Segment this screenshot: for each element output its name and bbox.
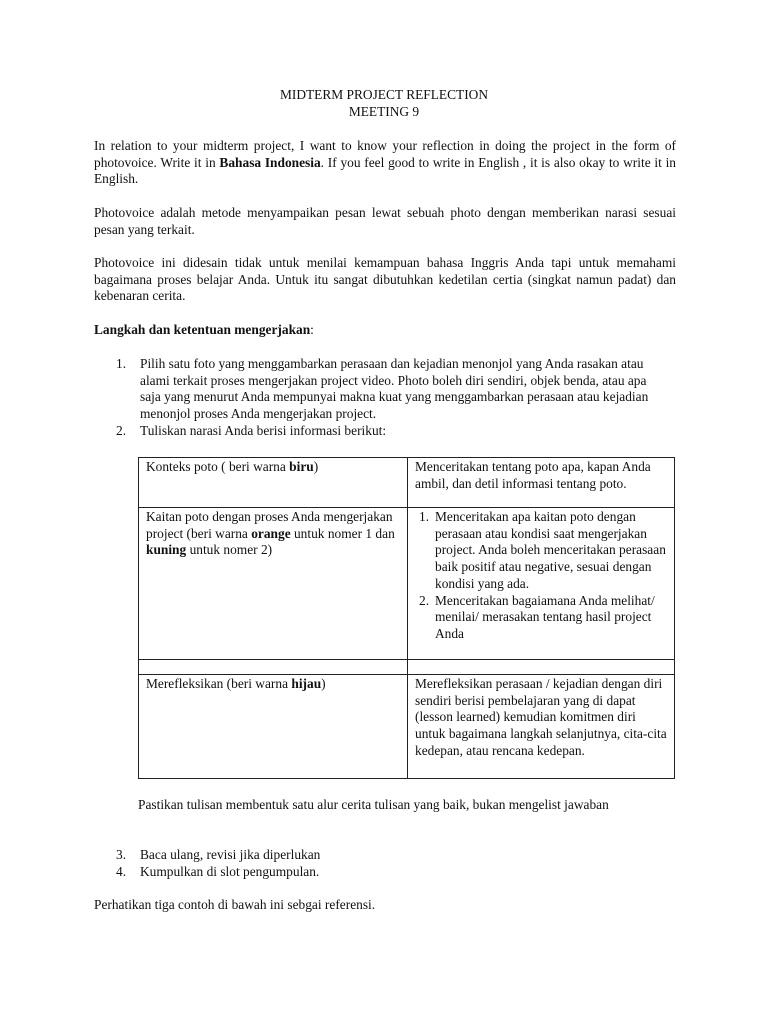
step-text: Tuliskan narasi Anda berisi informasi berikut: xyxy=(140,423,387,438)
table-row-empty xyxy=(139,660,675,675)
table-cell xyxy=(139,675,408,779)
list-number: 2. xyxy=(419,592,430,608)
table-cell: Menceritakan tentang poto apa, kapan Anda ambil, dan detil informasi tentang poto. xyxy=(408,458,675,508)
step-number: 2. xyxy=(116,423,127,438)
list-text: Menceritakan apa kaitan poto dengan perasaan atau kondisi saat mengerjakan project. Anda boleh menceritakan perasaan baik positif atau negative, sesuai dengan kondisi yang ada. xyxy=(435,509,666,591)
step-number: 3. xyxy=(116,847,127,862)
title-line-1: MIDTERM PROJECT REFLECTION xyxy=(279,87,489,102)
list-item xyxy=(415,509,668,593)
inner-list xyxy=(415,509,668,643)
table-cell xyxy=(408,660,675,675)
list-text: Menceritakan bagaiamana Anda melihat/ menilai/ merasakan tentang hasil project Anda xyxy=(435,592,655,641)
info-table xyxy=(138,457,675,779)
step-text: Baca ulang, revisi jika diperlukan xyxy=(140,847,321,862)
cell-bold-color: kuning xyxy=(146,542,187,558)
design-paragraph: Photovoice ini didesain tidak untuk menilai kemampuan bahasa Inggris Anda tapi untuk memahami bagaimana proses belajar Anda. Untuk itu sangat dibutuhkan kedetilan certia (singkat namun padat) dan kebenaran cerita. xyxy=(94,255,676,304)
intro-text-2: . If you feel good to write in English , it is also okay to write it in English. xyxy=(94,154,676,187)
cell-text: Konteks poto ( beri warna xyxy=(146,459,290,474)
title-line-2: MEETING 9 xyxy=(348,104,420,119)
cell-text: Kaitan poto dengan proses Anda mengerjakan project (beri warna xyxy=(146,509,393,541)
step-text: Kumpulkan di slot pengumpulan. xyxy=(140,864,320,879)
note-paragraph: Pastikan tulisan membentuk satu alur cerita tulisan yang baik, bukan mengelist jawaban xyxy=(138,797,609,812)
cell-bold-color: orange xyxy=(251,525,291,541)
intro-text-1: In relation to your midterm project, I want to know your reflection in doing the project in the form of photovoice. Write it in xyxy=(94,138,676,170)
cell-bold-color: biru xyxy=(289,459,314,474)
step-text: Pilih satu foto yang menggambarkan perasaan dan kejadian menonjol yang Anda rasakan atau alami terkait proses mengerjakan project video. Photo boleh diri sendiri, objek benda, atau apa saja yang menurut Anda mempunyai makna kuat yang menggambarkan perasaan atau kejadian menonjol proses Anda mengerjakan project. xyxy=(140,356,649,422)
table-row xyxy=(139,675,675,779)
step-number: 4. xyxy=(116,864,127,879)
photovoice-paragraph: Photovoice adalah metode menyampaikan pesan lewat sebuah photo dengan memberikan narasi sesuai pesan yang terkait. xyxy=(94,205,676,237)
intro-paragraph xyxy=(94,138,676,188)
cell-text: Merefleksikan (beri warna xyxy=(146,676,292,691)
steps-heading-bold: Langkah dan ketentuan mengerjakan xyxy=(94,322,311,337)
list-number: 1. xyxy=(419,509,430,524)
table-cell xyxy=(408,508,675,660)
intro-bold-language: Bahasa Indonesia xyxy=(219,154,321,170)
steps-heading xyxy=(94,322,314,339)
table-row xyxy=(139,508,675,660)
steps-heading-colon: : xyxy=(310,322,314,337)
table-cell: Merefleksikan perasaan / kejadian dengan diri sendiri berisi pembelajaran yang di dapat (lesson learned) kemudian komitmen diri untuk bagaimana langkah selanjutnya, cita-cita kedepan, atau rencana kedepan. xyxy=(408,675,675,779)
cell-text: ) xyxy=(313,459,319,474)
closing-paragraph: Perhatikan tiga contoh di bawah ini sebgai referensi. xyxy=(94,897,376,912)
list-item xyxy=(415,593,668,643)
cell-text: ) xyxy=(321,676,326,691)
cell-text: untuk nomer 1 dan xyxy=(290,525,395,541)
table-cell xyxy=(139,508,408,660)
cell-bold-color: hijau xyxy=(291,676,322,691)
cell-text: untuk nomer 2) xyxy=(186,542,273,558)
table-cell xyxy=(139,660,408,675)
step-number: 1. xyxy=(116,356,127,371)
table-cell xyxy=(139,458,408,508)
table-row xyxy=(139,458,675,508)
